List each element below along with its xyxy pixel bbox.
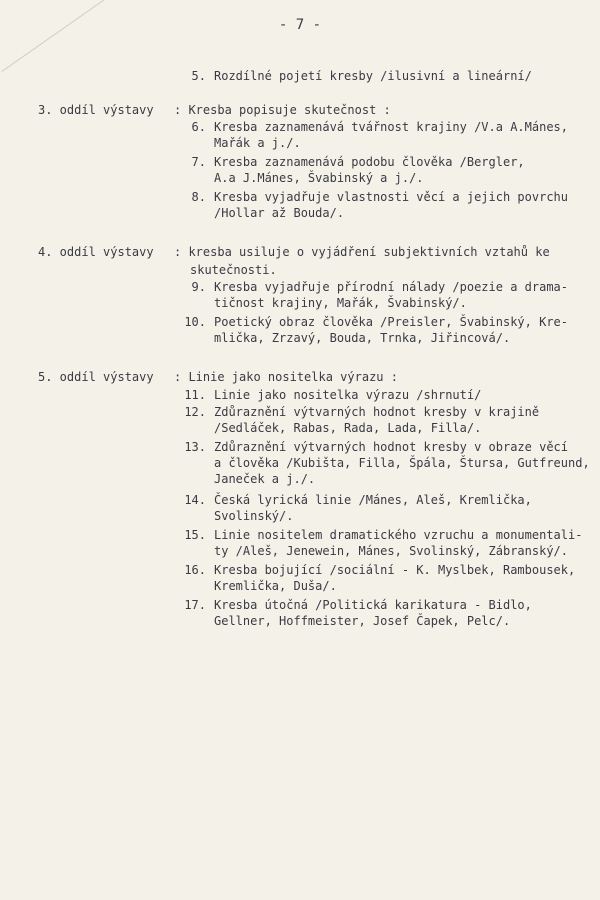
item-number: 10. bbox=[184, 315, 206, 329]
item-text-line: Česká lyrická linie /Mánes, Aleš, Kremlička, bbox=[214, 492, 532, 507]
item-text-line: ty /Aleš, Jenewein, Mánes, Svolinský, Zábranský/. bbox=[214, 543, 569, 558]
section-title: : kresba usiluje o vyjádření subjektivních vztahů ke bbox=[174, 245, 550, 259]
item-text bbox=[214, 492, 532, 524]
item-text bbox=[214, 154, 525, 186]
item-text-line: A.a J.Mánes, Švabinský a j./. bbox=[214, 171, 424, 185]
item-number: 6. bbox=[191, 120, 206, 134]
item-number: 7. bbox=[191, 155, 206, 169]
item-text bbox=[214, 119, 568, 151]
item-number: 11. bbox=[184, 387, 206, 402]
item-number: 14. bbox=[184, 492, 206, 507]
item-text bbox=[214, 439, 590, 487]
item-text bbox=[214, 404, 539, 436]
item-text-line: /Sedláček, Rabas, Rada, Lada, Filla/. bbox=[214, 421, 482, 435]
item-text-line: Gellner, Hoffmeister, Josef Čapek, Pelc/. bbox=[214, 613, 511, 628]
item-text-line: Zdůraznění výtvarných hodnot kresby v obraze věcí bbox=[214, 440, 569, 454]
item-text bbox=[214, 189, 568, 221]
item-text bbox=[214, 279, 568, 311]
item-text-line: Janeček a j./. bbox=[214, 472, 316, 486]
item-text-line: Kresba zaznamenává podobu člověka /Bergler, bbox=[214, 155, 525, 169]
paper-fold-mark bbox=[0, 0, 109, 72]
item-text-line: Kresba vyjadřuje přírodní nálady /poezie a drama- bbox=[214, 280, 569, 294]
item-text bbox=[214, 314, 568, 346]
item-text-line: Zdůraznění výtvarných hodnot kresby v krajině bbox=[214, 405, 540, 419]
section-title: : Linie jako nositelka výrazu : bbox=[174, 370, 398, 384]
item-text bbox=[214, 597, 532, 629]
item-text-line: Svolinský/. bbox=[214, 508, 294, 523]
item-text-line: Linie nositelem dramatického vzruchu a monumentali- bbox=[214, 527, 583, 542]
item-text bbox=[214, 527, 582, 559]
item-text-line: Kresba útočná /Politická karikatura - Bidlo, bbox=[214, 597, 532, 612]
item-number: 17. bbox=[184, 597, 206, 612]
item-text-line: Rozdílné pojetí kresby /ilusivní a lineární/ bbox=[214, 69, 532, 83]
item-text-line: Kremlička, Duša/. bbox=[214, 578, 337, 593]
item-number: 5. bbox=[191, 69, 206, 83]
item-number: 16. bbox=[184, 562, 206, 577]
item-text-line: Poetický obraz člověka /Preisler, Švabinský, Kre- bbox=[214, 315, 569, 329]
item-text bbox=[214, 562, 575, 594]
item-text-line: a člověka /Kubišta, Filla, Špála, Štursa, Gutfreund, bbox=[214, 456, 590, 470]
section-label: 4. oddíl výstavy bbox=[38, 245, 154, 259]
item-number: 9. bbox=[191, 280, 206, 294]
item-text-line: Kresba vyjadřuje vlastnosti věcí a jejich povrchu bbox=[214, 190, 569, 204]
item-text-line: tičnost krajiny, Mařák, Švabinský/. bbox=[214, 296, 467, 310]
section-label: 5. oddíl výstavy bbox=[38, 370, 154, 384]
item-text-line: Mařák a j./. bbox=[214, 136, 301, 150]
item-number: 13. bbox=[184, 440, 206, 454]
section-label: 3. oddíl výstavy bbox=[38, 102, 154, 117]
section-title-continuation: skutečnosti. bbox=[190, 262, 277, 277]
item-text bbox=[214, 387, 481, 403]
page-number: - 7 - bbox=[278, 17, 322, 33]
section-title: : Kresba popisuje skutečnost : bbox=[174, 102, 391, 117]
item-number: 8. bbox=[191, 190, 206, 204]
item-text bbox=[214, 68, 532, 84]
item-number: 12. bbox=[184, 405, 206, 419]
item-text-line: Kresba bojující /sociální - K. Myslbek, Rambousek, bbox=[214, 562, 576, 577]
item-text-line: Kresba zaznamenává tvářnost krajiny /V.a A.Mánes, bbox=[214, 120, 569, 134]
item-text-line: /Hollar až Bouda/. bbox=[214, 206, 345, 220]
item-text-line: Linie jako nositelka výrazu /shrnutí/ bbox=[214, 387, 482, 402]
item-text-line: mlička, Zrzavý, Bouda, Trnka, Jiřincová/. bbox=[214, 331, 511, 345]
item-number: 15. bbox=[184, 527, 206, 542]
